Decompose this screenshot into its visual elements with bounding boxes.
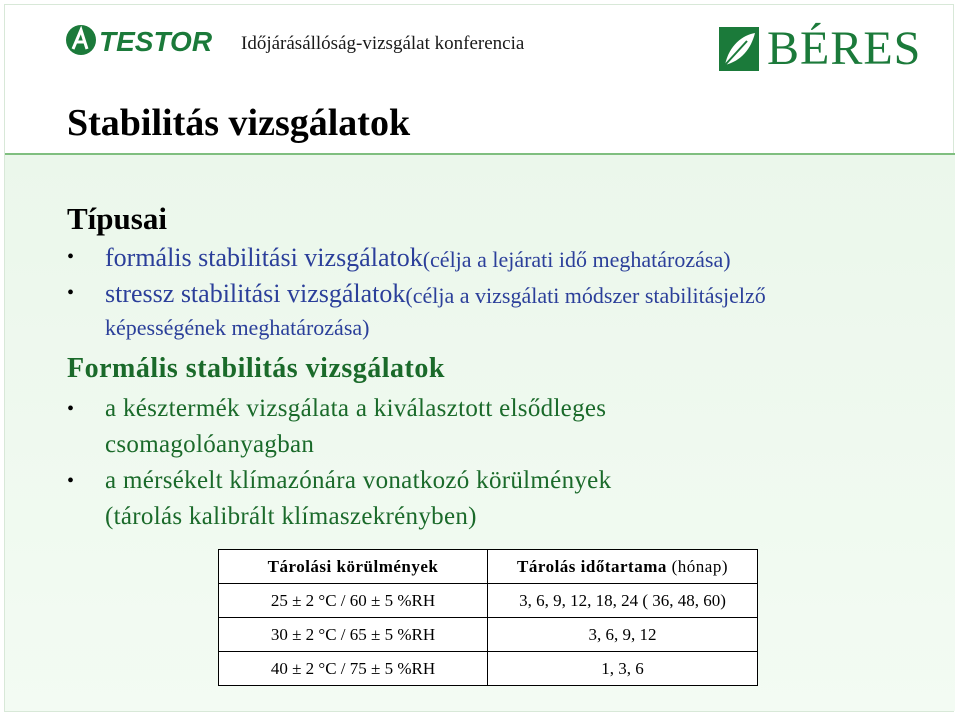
list-item-note: (célja a lejárati idő meghatározása)	[422, 247, 731, 272]
list-item	[67, 395, 606, 423]
page-title: Stabilitás vizsgálatok	[67, 102, 411, 144]
list-item-note: (célja a vizsgálati módszer stabilitásjelző	[405, 283, 766, 308]
table-row	[219, 584, 758, 618]
testor-logo-icon	[65, 23, 215, 57]
title-divider	[5, 153, 955, 155]
list-item-continuation: csomagolóanyagban	[105, 431, 315, 458]
list-item-text: a mérsékelt klímazónára vonatkozó körülmények	[105, 467, 612, 494]
table-cell-condition: 25 ± 2 °C / 60 ± 5 %RH	[219, 584, 488, 618]
storage-conditions-table	[218, 549, 758, 686]
table-header-duration	[488, 550, 758, 584]
list-item-note-continuation: képességének meghatározása)	[105, 315, 370, 340]
slide	[4, 4, 954, 712]
table-cell-condition: 30 ± 2 °C / 65 ± 5 %RH	[219, 618, 488, 652]
list-item	[67, 467, 611, 495]
testor-logo	[65, 23, 215, 57]
list-item-main: stressz stabilitási vizsgálatok	[105, 279, 406, 308]
table-cell-duration: 3, 6, 9, 12	[488, 618, 758, 652]
bullet-icon: •	[67, 246, 75, 268]
conference-title: Időjárásállóság-vizsgálat konferencia	[241, 33, 525, 54]
table-row	[219, 652, 758, 686]
beres-logo-text: BÉRES	[767, 22, 922, 75]
bullet-icon: •	[67, 470, 75, 492]
beres-leaf-icon	[719, 27, 761, 71]
section-title-formal: Formális stabilitás vizsgálatok	[67, 353, 445, 384]
svg-text:TESTOR: TESTOR	[99, 26, 213, 57]
list-item-main: formális stabilitási vizsgálatok	[105, 243, 423, 272]
table-cell-condition: 40 ± 2 °C / 75 ± 5 %RH	[219, 652, 488, 686]
table-header-row	[219, 550, 758, 584]
list-item	[67, 243, 731, 273]
table-header-duration-unit: (hónap)	[666, 556, 728, 576]
beres-logo	[719, 19, 921, 79]
list-item-continuation: (tárolás kalibrált klímaszekrényben)	[105, 503, 477, 530]
section-title-types: Típusai	[67, 201, 167, 236]
bullet-icon: •	[67, 398, 75, 420]
table-row	[219, 618, 758, 652]
list-item	[67, 279, 766, 309]
table-cell-duration: 3, 6, 9, 12, 18, 24 ( 36, 48, 60)	[488, 584, 758, 618]
table-cell-duration: 1, 3, 6	[488, 652, 758, 686]
list-item-text: a késztermék vizsgálata a kiválasztott elsődleges	[105, 395, 607, 422]
bullet-icon: •	[67, 282, 75, 304]
table-header-duration-label: Tárolás időtartama	[517, 556, 667, 576]
table-header-conditions: Tárolási körülmények	[219, 550, 488, 584]
